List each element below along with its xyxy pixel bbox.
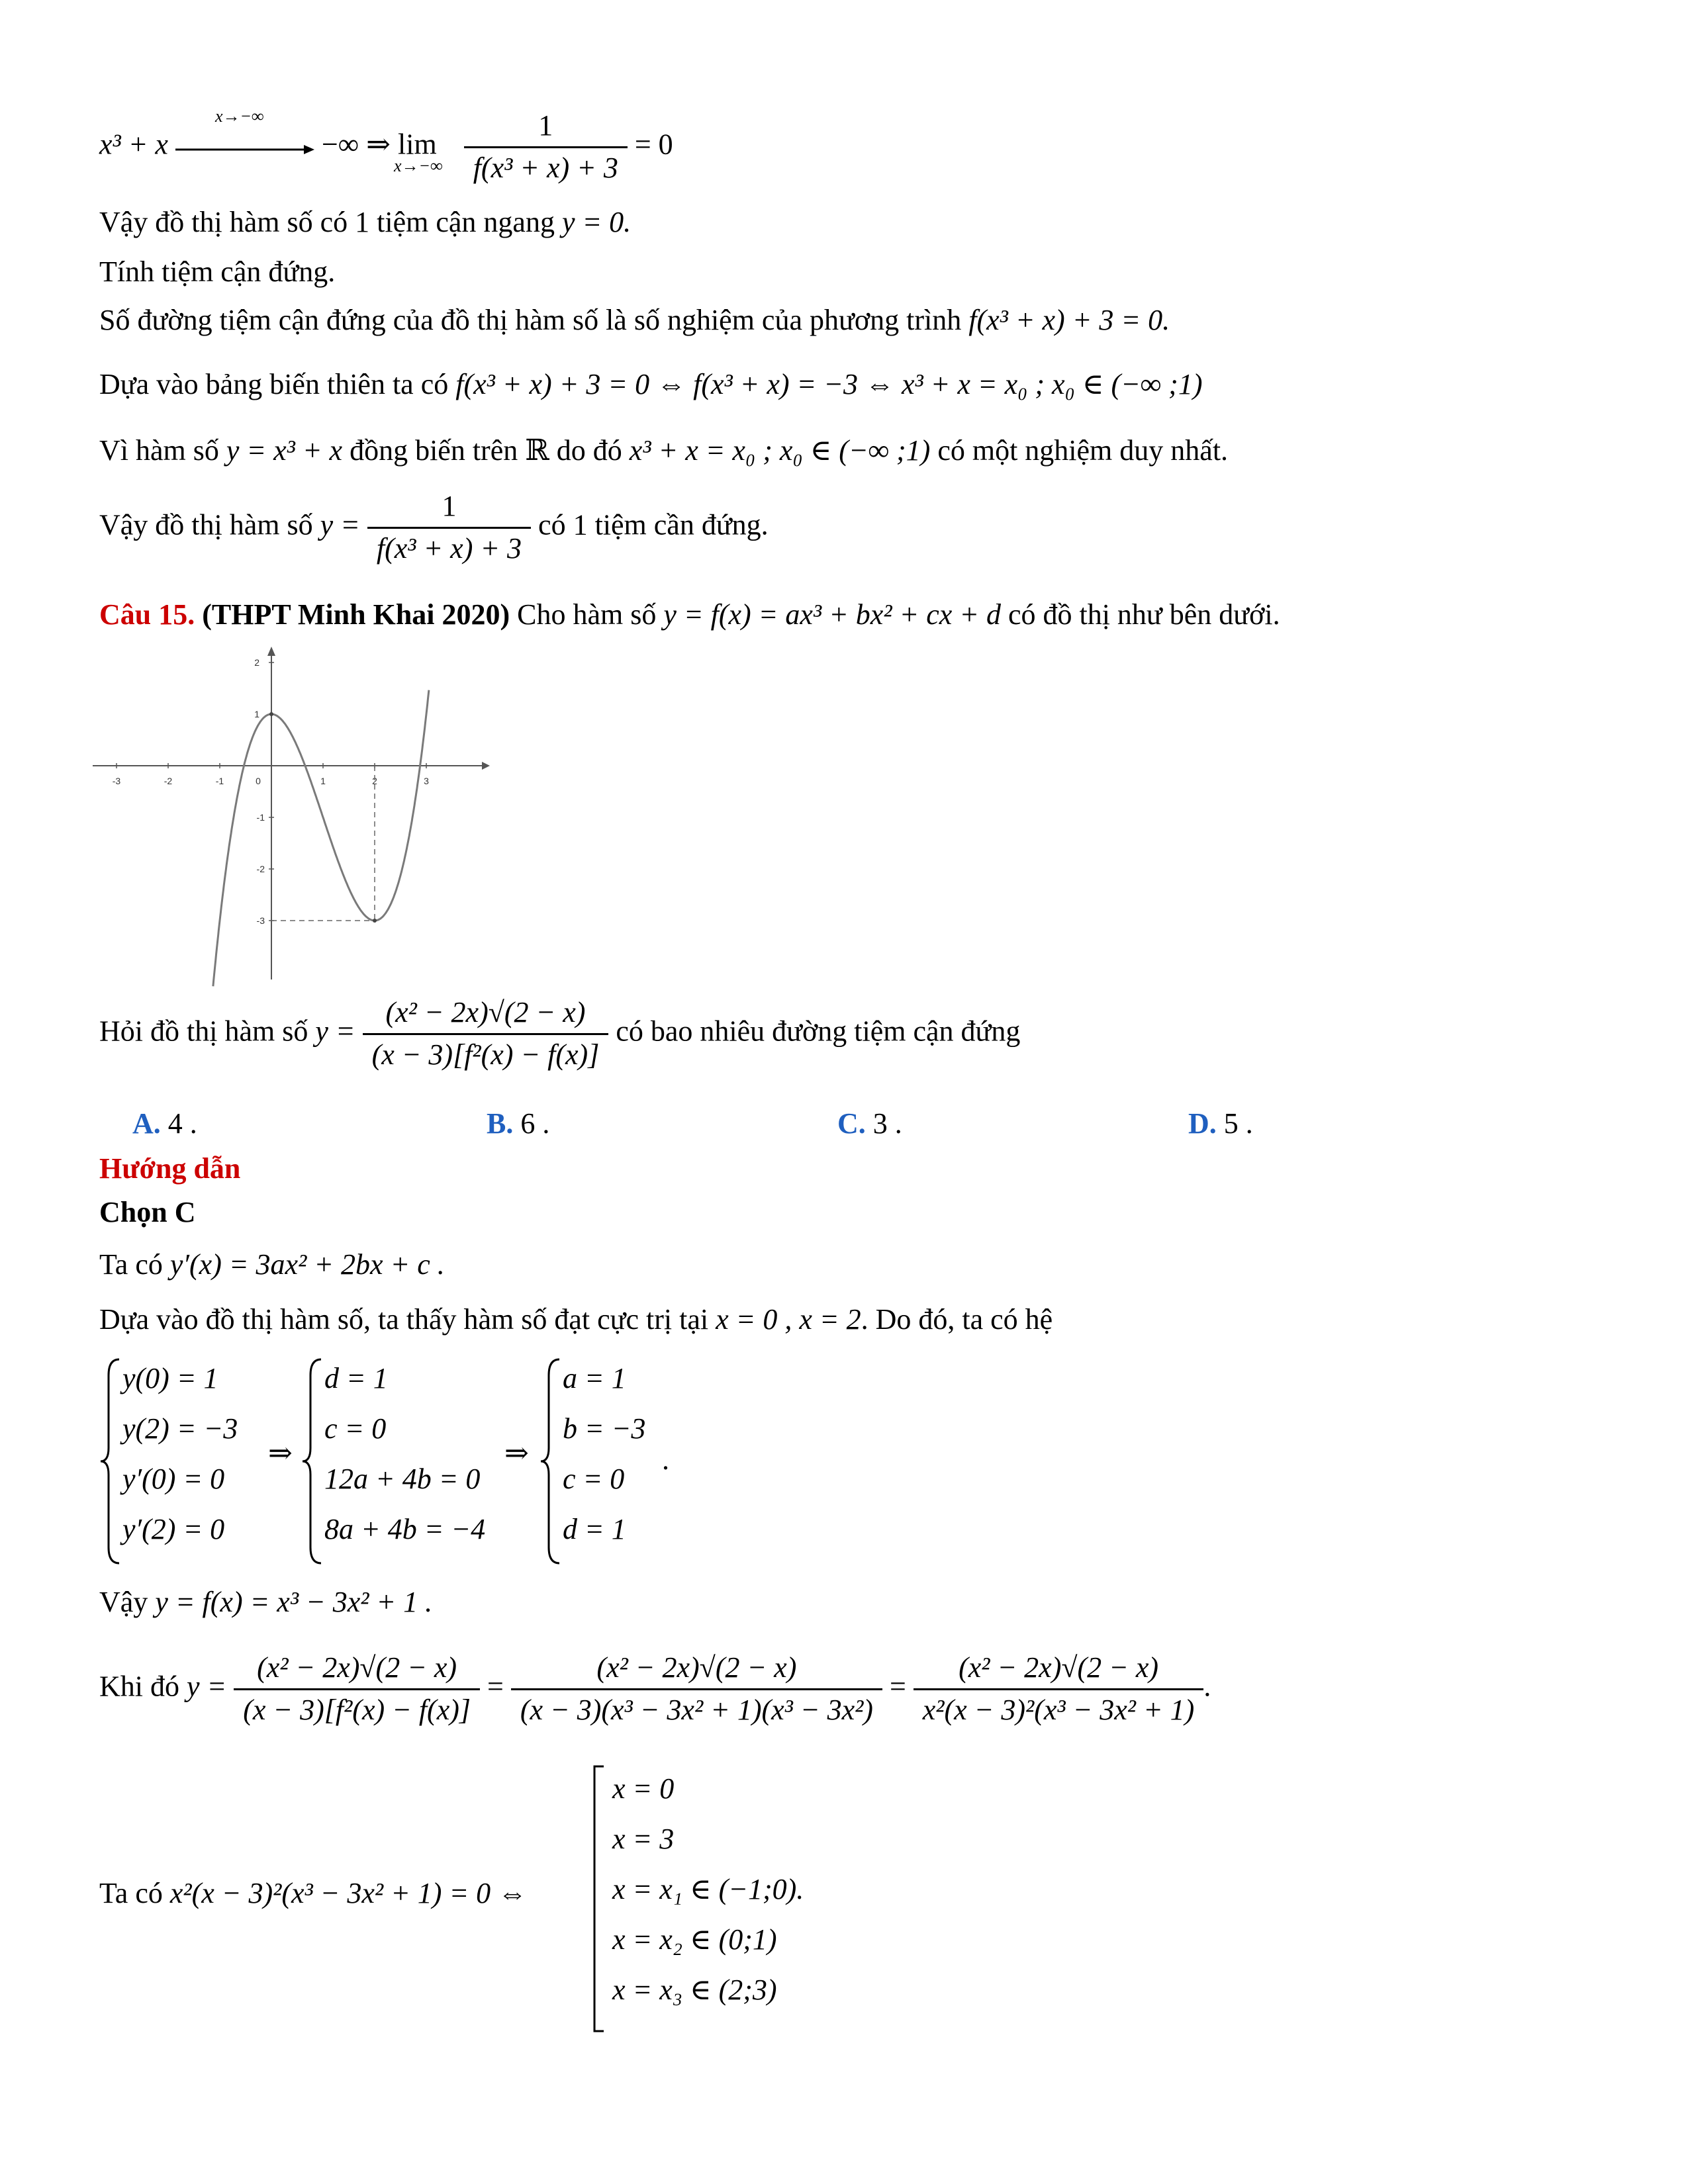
x-tick-label: 3 <box>424 776 429 786</box>
system-3 <box>563 1353 645 1555</box>
question-text-a: Cho hàm số <box>517 598 657 631</box>
root-item: x = 0 <box>612 1772 675 1805</box>
option-b-label: B. <box>487 1107 514 1140</box>
line6-fraction <box>367 486 531 569</box>
option-a[interactable] <box>132 1107 197 1140</box>
ask-text-b: có bao nhiêu đường tiệm cận đứng <box>616 1015 1021 1048</box>
ask-num: (x² − 2x)√(2 − x) <box>363 993 609 1035</box>
y-tick-label: -2 <box>256 864 265 874</box>
line5-c: có một nghiệm duy nhất. <box>937 434 1229 467</box>
extrema-line <box>99 1302 1053 1338</box>
line5-b: đồng biến trên ℝ do đó <box>350 434 622 467</box>
ask-den: (x − 3)[f²(x) − f(x)] <box>371 1038 600 1071</box>
option-d-label: D. <box>1188 1107 1217 1140</box>
sys2-row: c = 0 <box>324 1412 387 1445</box>
f3-den: x²(x − 3)²(x³ − 3x² + 1) <box>922 1693 1195 1726</box>
y-tick-label: -3 <box>256 915 265 926</box>
s2-b: . Do đó, ta có hệ <box>861 1303 1053 1336</box>
option-d-value: 5 . <box>1223 1107 1253 1140</box>
brace-2-icon <box>301 1355 328 1567</box>
s3-m: y = f(x) = x³ − 3x² + 1 . <box>155 1586 433 1618</box>
graph-layer <box>93 647 490 986</box>
ask-y: y = <box>315 1015 355 1048</box>
line6-b: có 1 tiệm cần đứng. <box>538 508 769 541</box>
y-tick-label: 2 <box>254 657 259 668</box>
sys1-row: y′(0) = 0 <box>122 1463 225 1495</box>
option-a-label: A. <box>132 1107 161 1140</box>
line4-text: Dựa vào bảng biến thiên ta có <box>99 368 449 400</box>
s5-m: x²(x − 3)²(x³ − 3x² + 1) = 0 ⇔ <box>169 1877 528 1909</box>
s4-y: y = <box>187 1670 227 1703</box>
derivative-line <box>99 1248 445 1283</box>
sys1-row: y(0) = 1 <box>122 1362 218 1394</box>
question-source: (THPT Minh Khai 2020) <box>202 598 510 631</box>
text-line-variation-table <box>99 367 1202 402</box>
roots-list <box>612 1764 804 2015</box>
line3-math: f(x³ + x) + 3 = 0. <box>968 304 1170 336</box>
f1-den: (x − 3)[f²(x) − f(x)] <box>243 1693 471 1726</box>
limit-line <box>99 106 673 189</box>
sys3-row: a = 1 <box>563 1362 626 1394</box>
sys2-row: d = 1 <box>324 1362 388 1394</box>
limit-result: −∞ ⇒ lim <box>321 128 437 161</box>
line4-math: f(x³ + x) + 3 = 0 ⇔ f(x³ + x) = −3 ⇔ x³ + x = x₀ ; x₀ ∈ (−∞ ;1) <box>455 368 1203 400</box>
line6-a: Vậy đồ thị hàm số <box>99 508 313 541</box>
question-ask-line <box>99 993 1020 1075</box>
y-axis-arrow <box>267 647 275 656</box>
limit-rhs: = 0 <box>634 128 673 161</box>
line6-y: y = <box>320 508 360 541</box>
y-tick-label: 1 <box>254 709 259 719</box>
system-1 <box>122 1353 238 1555</box>
sys1-row: y′(2) = 0 <box>122 1513 225 1545</box>
maximum-point <box>269 712 273 716</box>
text-line-vertical-title: Tính tiệm cận đứng. <box>99 255 336 288</box>
s3-a: Vậy <box>99 1586 148 1618</box>
root-item: x = 3 <box>612 1823 675 1855</box>
y-tick-label: -1 <box>256 812 265 823</box>
question-line <box>99 598 1280 633</box>
s4-a: Khi đó <box>99 1670 179 1703</box>
f2-num: (x² − 2x)√(2 − x) <box>511 1648 882 1690</box>
roots-intro-line <box>99 1876 527 1911</box>
sys2-row: 8a + 4b = −4 <box>324 1513 486 1545</box>
root-item: x = x₃ ∈ (2;3) <box>612 1974 777 2006</box>
eq-2: = <box>889 1670 906 1703</box>
s1-m: y′(x) = 3ax² + 2bx + c . <box>169 1248 445 1281</box>
x-tick-label: 0 <box>256 776 261 786</box>
option-a-value: 4 . <box>167 1107 197 1140</box>
question-func: y = f(x) = ax³ + bx² + cx + d <box>663 598 1001 631</box>
x-tick-label: -1 <box>215 776 224 786</box>
bracket-icon <box>589 1764 609 2035</box>
tends-arrow <box>175 106 314 165</box>
sys1-row: y(2) = −3 <box>122 1412 238 1445</box>
option-c[interactable] <box>837 1107 902 1140</box>
root-item: x = x₁ ∈ (−1;0). <box>612 1873 804 1905</box>
ask-fraction <box>363 993 609 1075</box>
s2-a: Dựa vào đồ thị hàm số, ta thấy hàm số đạt cực trị tại <box>99 1303 709 1336</box>
sys3-row: c = 0 <box>563 1463 625 1495</box>
text-line-one-vertical <box>99 486 769 569</box>
x-axis-arrow <box>482 762 490 770</box>
option-c-label: C. <box>837 1107 866 1140</box>
option-b[interactable] <box>487 1107 549 1140</box>
frac-1 <box>234 1648 480 1731</box>
line1-math: y = 0. <box>561 206 632 238</box>
cubic-graph <box>86 645 496 989</box>
text-line-vertical-count <box>99 303 1170 338</box>
solution-choice: Chọn C <box>99 1196 196 1228</box>
brace-1-icon <box>99 1355 126 1567</box>
ask-text-a: Hỏi đồ thị hàm số <box>99 1015 308 1048</box>
s5-a: Ta có <box>99 1877 163 1909</box>
text-line-monotonic <box>99 433 1228 469</box>
x-tick-label: 2 <box>372 776 377 786</box>
f3-num: (x² − 2x)√(2 − x) <box>914 1648 1204 1690</box>
line5-a: Vì hàm số <box>99 434 219 467</box>
option-c-value: 3 . <box>872 1107 902 1140</box>
x-tick-label: -2 <box>164 776 173 786</box>
limit-lhs: x³ + x <box>99 128 168 161</box>
frac-3 <box>914 1648 1204 1731</box>
cubic-curve <box>213 690 429 987</box>
sys2-row: 12a + 4b = 0 <box>324 1463 481 1495</box>
line3-text: Số đường tiệm cận đứng của đồ thị hàm số là số nghiệm của phương trình <box>99 304 962 336</box>
line5-m2: x³ + x = x₀ ; x₀ ∈ (−∞ ;1) <box>629 434 931 467</box>
frac-2 <box>511 1648 882 1731</box>
x-tick-label: 1 <box>320 776 326 786</box>
system-2 <box>324 1353 485 1555</box>
line6-num: 1 <box>367 486 531 529</box>
sys3-row: b = −3 <box>563 1412 646 1445</box>
implies-1: ⇒ <box>268 1437 293 1469</box>
simplification-line <box>99 1648 1211 1731</box>
root-item: x = x₂ ∈ (0;1) <box>612 1923 777 1956</box>
eq-1: = <box>487 1670 504 1703</box>
limit-num: 1 <box>464 106 628 148</box>
s2-m: x = 0 , x = 2 <box>716 1303 861 1336</box>
sys3-row: d = 1 <box>563 1513 626 1545</box>
implies-2: ⇒ <box>504 1437 529 1469</box>
x-tick-label: -3 <box>112 776 121 786</box>
long-arrow-icon <box>175 143 314 156</box>
question-label: Câu 15. <box>99 598 195 631</box>
f2-den: (x − 3)(x³ − 3x² + 1)(x³ − 3x²) <box>520 1693 873 1726</box>
f-dot: . <box>1203 1670 1211 1703</box>
option-b-value: 6 . <box>520 1107 550 1140</box>
lim-subscript: x→−∞ <box>394 156 443 175</box>
s1-a: Ta có <box>99 1248 163 1281</box>
line1-text: Vậy đồ thị hàm số có 1 tiệm cận ngang <box>99 206 555 238</box>
brace-3-icon <box>539 1355 566 1567</box>
question-text-b: có đồ thị như bên dưới. <box>1008 598 1280 631</box>
f1-num: (x² − 2x)√(2 − x) <box>234 1648 480 1690</box>
text-line-horizontal-asymptote <box>99 205 631 240</box>
line5-m1: y = x³ + x <box>226 434 343 467</box>
system-dot: . <box>662 1443 669 1476</box>
limit-den: f(x³ + x) + 3 <box>473 151 618 184</box>
solution-heading: Hướng dẫn <box>99 1152 241 1185</box>
line6-den: f(x³ + x) + 3 <box>376 531 522 565</box>
function-result-line <box>99 1585 432 1620</box>
option-d[interactable] <box>1188 1107 1253 1140</box>
arrow-label: x→−∞ <box>214 106 264 126</box>
minimum-point <box>373 919 377 923</box>
limit-fraction <box>464 106 628 189</box>
